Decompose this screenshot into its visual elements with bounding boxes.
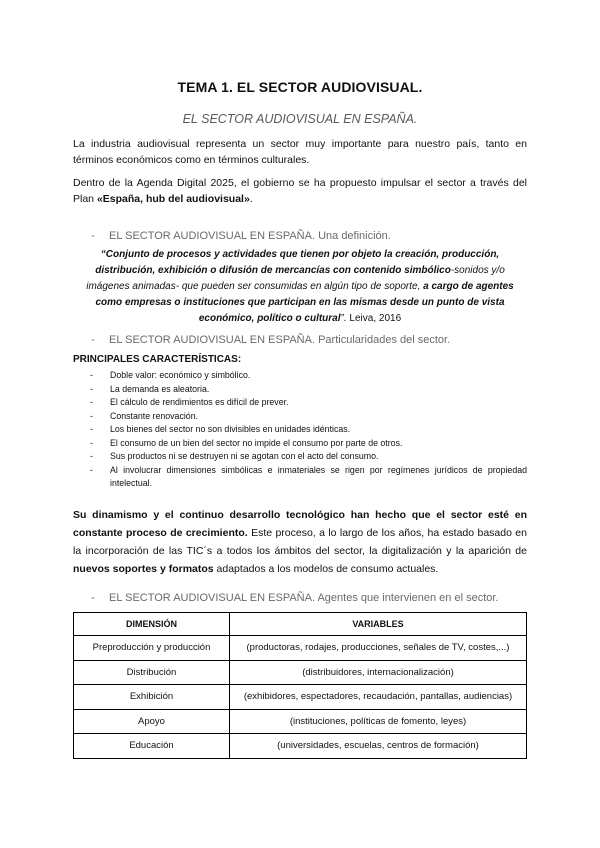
list-item: - El cálculo de rendimientos es difícil de prever.: [90, 396, 527, 410]
table-header-dimension: DIMENSIÓN: [74, 613, 230, 636]
table-cell-variables: (instituciones, políticas de fomento, leyes): [230, 709, 527, 734]
list-item: - Constante renovación.: [90, 410, 527, 424]
list-item: - Sus productos ni se destruyen ni se agotan con el acto del consumo.: [90, 450, 527, 464]
table-cell-variables: (productoras, rodajes, producciones, señales de TV, costes,...): [230, 636, 527, 661]
quote-part2: -sonidos y/o imágenes animadas-: [86, 265, 505, 292]
section-prefix: EL SECTOR AUDIOVISUAL EN ESPAÑA.: [109, 334, 316, 346]
quote-part3: que pueden ser consumidas en algún tipo de soporte,: [179, 281, 424, 292]
table-cell-dimension: Exhibición: [74, 685, 230, 710]
table-cell-dimension: Preproducción y producción: [74, 636, 230, 661]
agenda-plan: «España, hub del audiovisual»: [96, 193, 250, 205]
table-row: [74, 685, 527, 710]
table-row: [74, 636, 527, 661]
table-cell-variables: (exhibidores, espectadores, recaudación, pantallas, audiencias): [230, 685, 527, 710]
characteristics-heading: PRINCIPALES CARACTERÍSTICAS:: [73, 354, 242, 365]
agenda-end: .: [249, 193, 253, 205]
section-prefix: EL SECTOR AUDIOVISUAL EN ESPAÑA.: [109, 230, 316, 242]
list-item: - Los bienes del sector no son divisibles en unidades idénticas.: [90, 423, 527, 437]
table-row: [74, 734, 527, 759]
intro-paragraph: La industria audiovisual representa un sector muy importante para nuestro país, tanto en términos económicos como en términos culturales.: [73, 138, 527, 166]
page-title: TEMA 1. EL SECTOR AUDIOVISUAL.: [177, 79, 423, 95]
agenda-text: Dentro de la Agenda Digital 2025, el gobierno se ha propuesto impulsar el sector a través del Plan: [73, 177, 527, 205]
table-row: [74, 709, 527, 734]
quote-part5: ”.: [340, 313, 347, 324]
list-item: - Al involucrar dimensiones simbólicas e inmateriales se rigen por regímenes jurídicos de propiedad intelectual.: [90, 464, 527, 491]
table-header-row: [74, 613, 527, 636]
section-topic: Una definición.: [318, 230, 391, 242]
table-cell-dimension: Distribución: [74, 660, 230, 685]
table-cell-dimension: Educación: [74, 734, 230, 759]
agenda-paragraph: [73, 175, 527, 207]
section-dash: -: [91, 334, 95, 346]
table-header-variables: VARIABLES: [230, 613, 527, 636]
page-subtitle: EL SECTOR AUDIOVISUAL EN ESPAÑA.: [182, 112, 418, 126]
section-prefix: EL SECTOR AUDIOVISUAL EN ESPAÑA.: [109, 592, 316, 604]
dynamism-text1: Este proceso, a lo largo de los años, ha estado basado en la incorporación de las TIC´s a todos los ámbitos del sector, la digitalización y la aparición de: [73, 527, 527, 557]
quote-part4: a cargo de agentes como empresas o instituciones que participan en las mismas desde un punto de vista económico, político o cultural: [95, 281, 514, 324]
dynamism-text2: adaptados a los modelos de consumo actuales.: [213, 563, 439, 575]
section-topic: Agentes que intervienen en el sector.: [317, 592, 499, 604]
list-item: - Doble valor: económico y simbólico.: [90, 369, 527, 383]
section-dash: -: [91, 592, 95, 604]
list-item: - La demanda es aleatoria.: [90, 383, 527, 397]
table-cell-variables: (distribuidores, internacionalización): [230, 660, 527, 685]
dynamism-paragraph: [73, 506, 527, 578]
agents-table: [73, 612, 527, 759]
list-item: - El consumo de un bien del sector no impide el consumo por parte de otros.: [90, 437, 527, 451]
definition-quote: [73, 247, 527, 327]
quote-citation: Leiva, 2016: [346, 313, 402, 324]
table-row: [74, 660, 527, 685]
dynamism-bold2: nuevos soportes y formatos: [73, 563, 214, 575]
characteristics-list: [90, 369, 527, 491]
quote-part1: “Conjunto de procesos y actividades que tienen por objeto la creación, producción, distribución, exhibición o difusión de mercancías con contenido simbólico: [95, 249, 500, 276]
table-cell-variables: (universidades, escuelas, centros de formación): [230, 734, 527, 759]
table-cell-dimension: Apoyo: [74, 709, 230, 734]
dynamism-bold1: Su dinamismo y el continuo desarrollo tecnológico han hecho que el sector esté en constante proceso de crecimiento.: [73, 509, 527, 539]
section-topic: Particularidades del sector.: [318, 334, 451, 346]
section-dash: -: [91, 230, 95, 242]
